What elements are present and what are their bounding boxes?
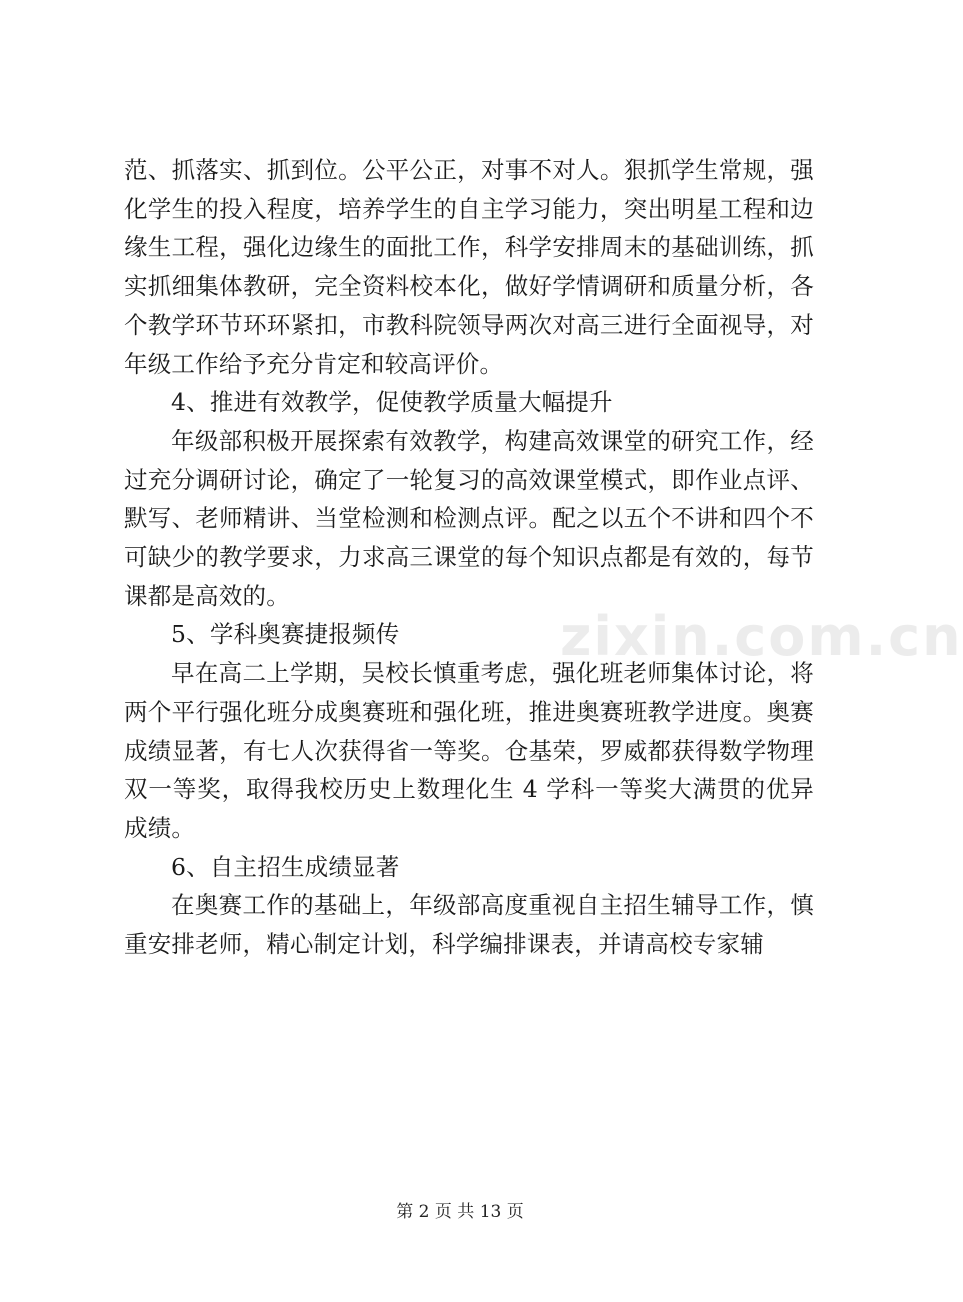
section-heading-6: 6、自主招生成绩显著 (171, 852, 400, 881)
paragraph-continuation: 范、抓落实、抓到位。公平公正，对事不对人。狠抓学生常规，强化学生的投入程度，培养学生的自主学习能力，突出明星工程和边缘生工程，强化边缘生的面批工作，科学安排周末的基础训练，抓实抓细集体教研，完全资料校本化，做好学情调研和质量分析，各个教学环节环环紧扣，市教科院领导两次对高三进行全面视导，对年级工作给予充分肯定和较高评价。 (124, 156, 814, 378)
paragraph-olympiad: 早在高二上学期，吴校长慎重考虑，强化班老师集体讨论，将两个平行强化班分成奥赛班和强化班，推进奥赛班教学进度。奥赛成绩显著，有七人次获得省一等奖。仓基荣，罗威都获得数学物理双一等奖，取得我校历史上数理化生 4 学科一等奖大满贯的优异成绩。 (124, 659, 814, 842)
document-body (124, 151, 814, 964)
section-heading-4: 4、推进有效教学，促使教学质量大幅提升 (171, 388, 613, 417)
page-footer: 第 2 页 共 13 页 (396, 1202, 524, 1222)
paragraph-effective-teaching: 年级部积极开展探索有效教学，构建高效课堂的研究工作，经过充分调研讨论，确定了一轮复习的高效课堂模式，即作业点评、默写、老师精讲、当堂检测和检测点评。配之以五个不讲和四个不可缺少的教学要求，力求高三课堂的每个知识点都是有效的，每节课都是高效的。 (124, 426, 814, 610)
section-heading-5: 5、学科奥赛捷报频传 (171, 620, 400, 649)
watermark: zixin.com.cn (560, 605, 963, 668)
paragraph-enrollment: 在奥赛工作的基础上，年级部高度重视自主招生辅导工作，慎重安排老师，精心制定计划，科学编排课表，并请高校专家辅 (124, 891, 814, 959)
